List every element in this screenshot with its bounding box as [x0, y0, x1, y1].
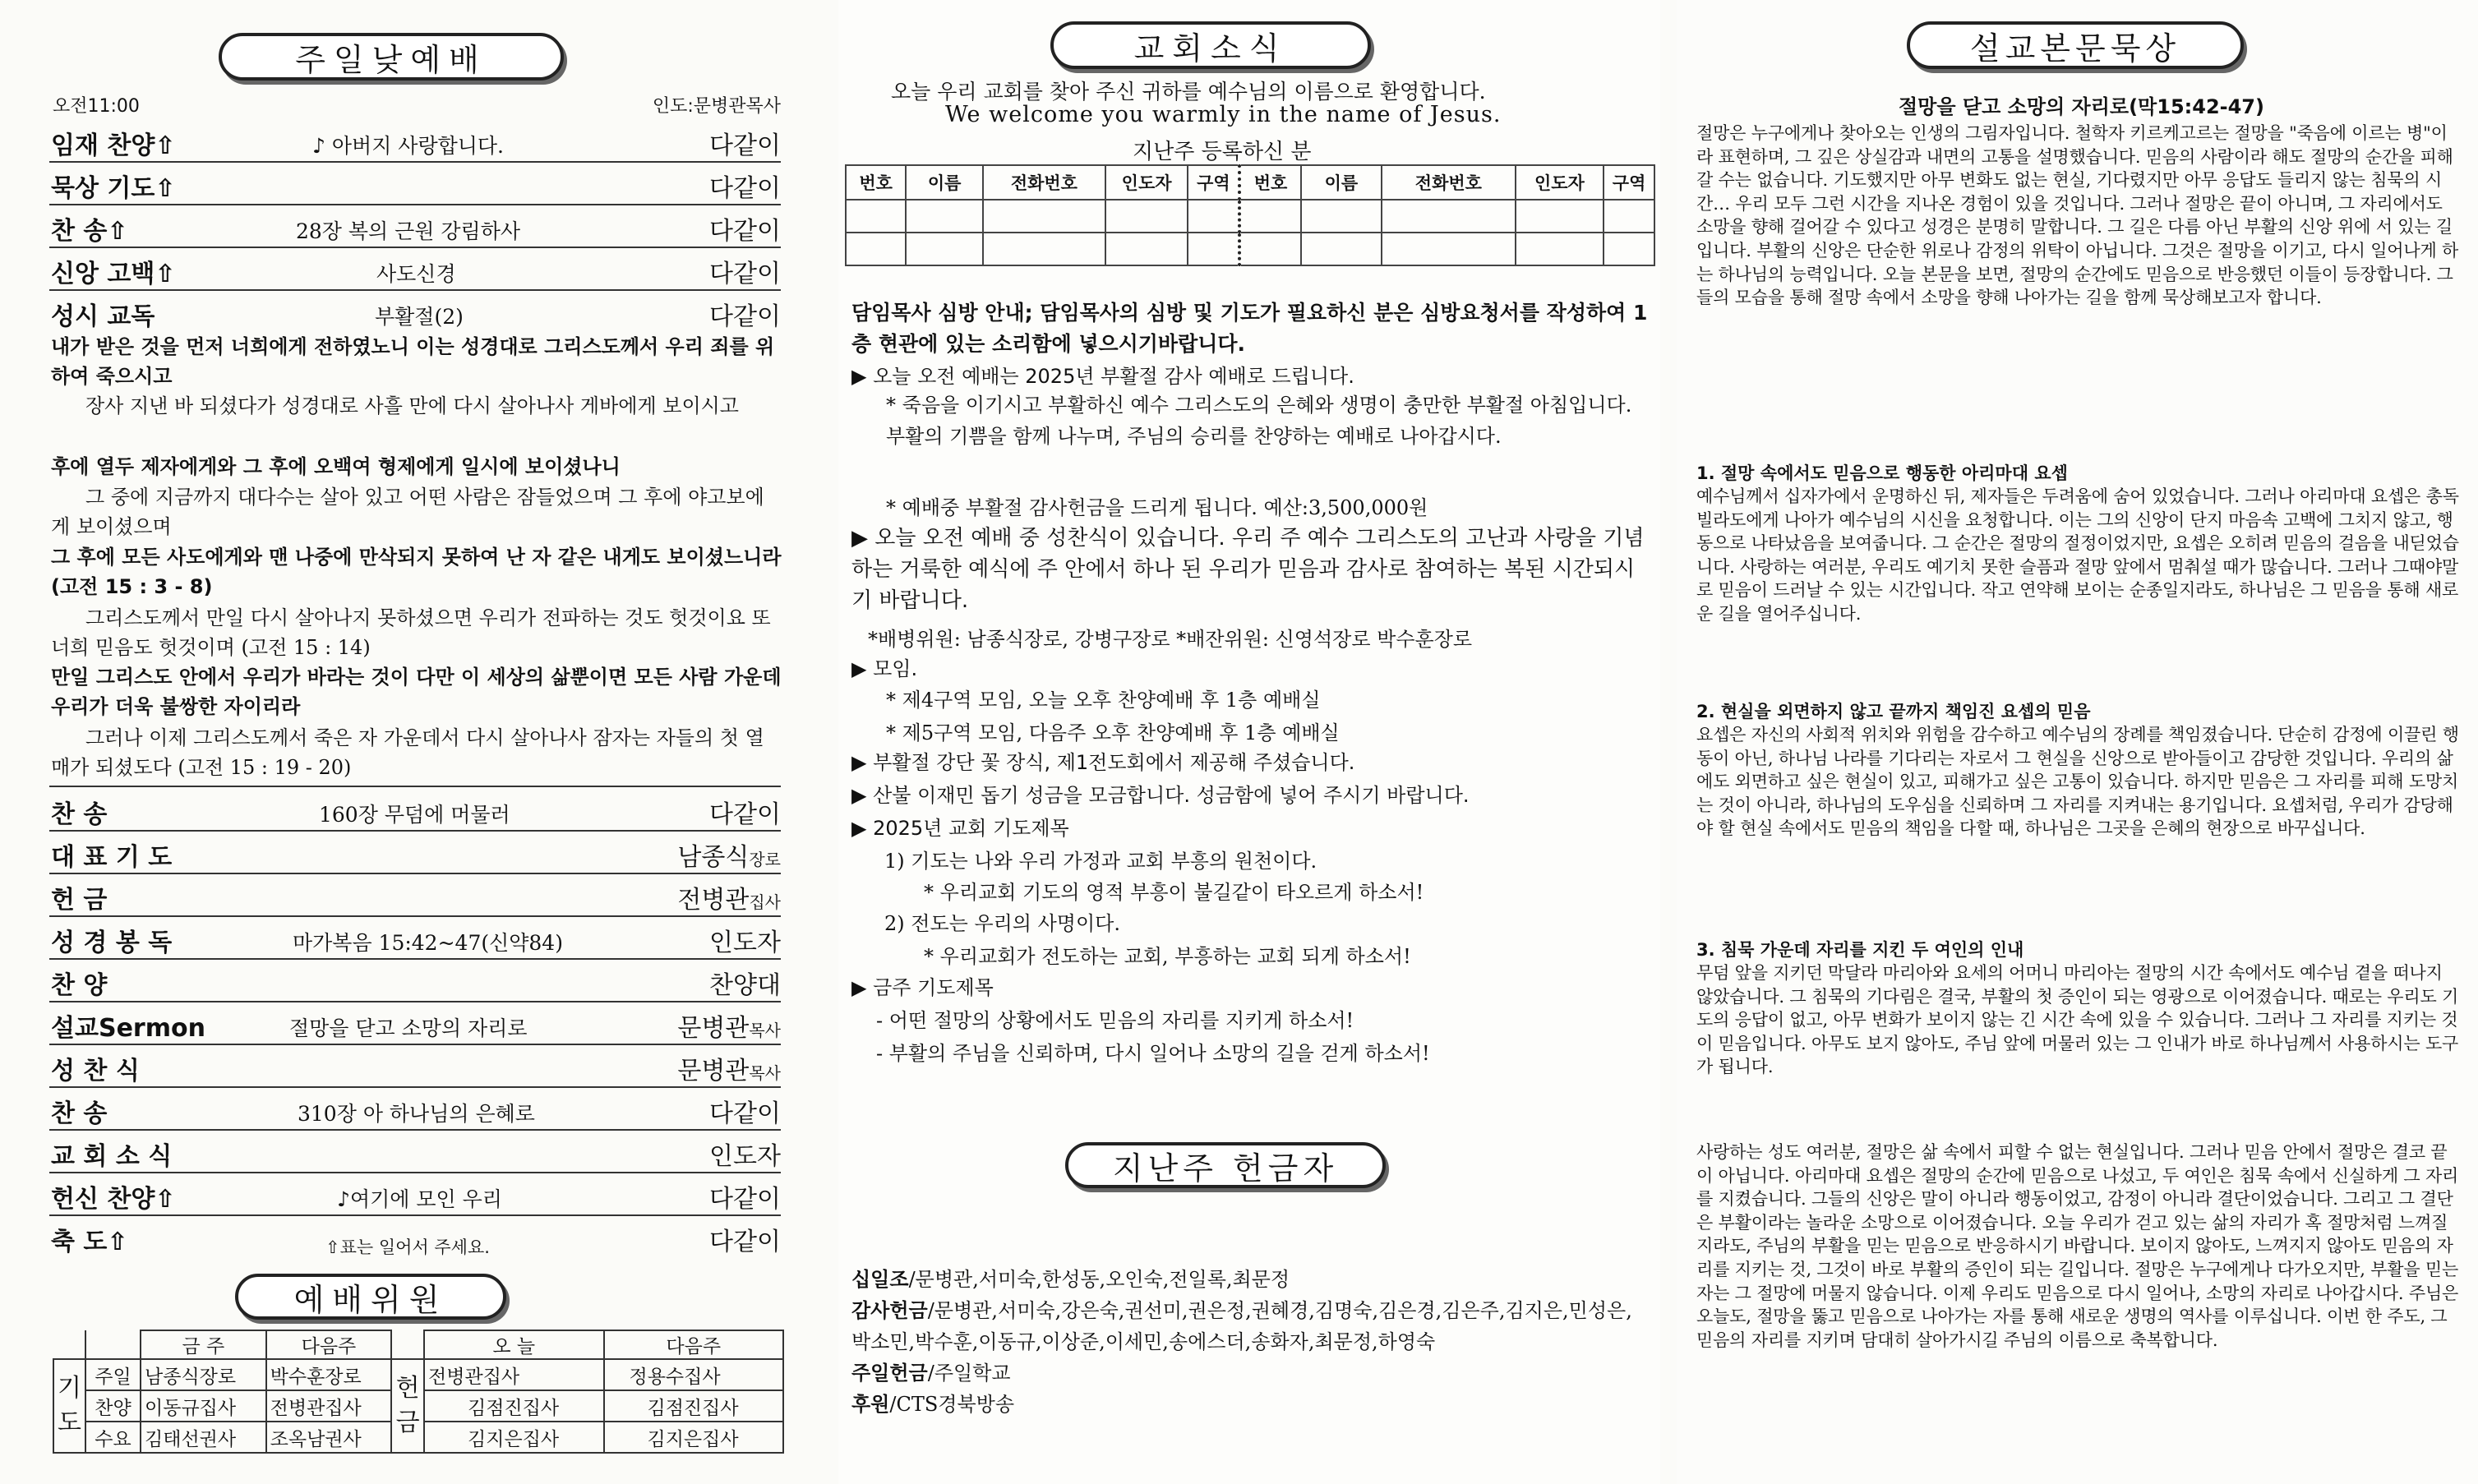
order-performer: 다같이 [709, 131, 781, 160]
offering-label: 감사헌금 [851, 1299, 928, 1322]
header-next-week: 다음주 [266, 1330, 392, 1359]
empty-cell [1604, 200, 1654, 233]
committee-title: 예배위원 [293, 1281, 448, 1318]
row-label: 수요 [85, 1422, 141, 1453]
col-header: 인도자 [1105, 165, 1188, 200]
prayer-topic: 1) 기도는 나와 우리 가정과 교회 부흥의 원천이다. [884, 850, 1317, 873]
committee-cell: 이동규집사 [141, 1390, 266, 1422]
church-news-column [838, 0, 1660, 1484]
performer-title: 집사 [749, 892, 781, 912]
news-item: ▶ 부활절 강단 꽃 장식, 제1전도회에서 제공해 주셨습니다. [851, 751, 1355, 774]
order-label: 찬 송 [51, 800, 108, 829]
empty-cell [983, 200, 1105, 233]
empty-cell [1301, 233, 1382, 265]
empty-cell [983, 233, 1105, 265]
row-divider [49, 1044, 781, 1045]
registration-title: 지난주 등록하신 분 [1133, 140, 1312, 164]
prayer-sub-topic: * 우리교회 기도의 영적 부흥이 불길같이 타오르게 하소서! [924, 881, 1424, 904]
order-label: 임재 찬양⇧ [51, 131, 176, 160]
worship-title-pill [219, 33, 564, 81]
order-label: 찬 송 [51, 1099, 108, 1128]
meditation-closing: 사랑하는 성도 여러분, 절망은 삶 속에서 피할 수 없는 현실입니다. 그러나 믿음 안에서 절망은 결코 끝이 아닙니다. 아리마대 요셉은 절망의 순간에 믿음으로 나섰고, 두 여인은 침묵 속에서 신실하게 그 자리를 지켰습니다. 그들의 신앙은 말이 아니라 행동이었고, 감정이 아니라 결단이었습니다. 그리고 그 결단은 부활이라는 놀라운 소망으로 이어졌습니다. 오늘 우리가 걷고 있는 삶의 자리가 혹 절망처럼 느껴질지라도, 주님의 부활을 믿는 믿음으로 반응하시기 바랍니다. 보이지 않아도, 느껴지지 않아도 믿음의 자리를 지키는 것, 그것이 바로 부활의 증인이 되는 길입니다. 절망은 누구에게나 다가오지만, 부활을 믿는 자는 그 절망에 머물지 않습니다. 이제 우리도 믿음으로 다시 일어나, 소망의 자리로 나아갑시다. 주님은 오늘도, 절망을 뚫고 믿음으로 나아가는 자를 통해 새로운 생명의 역사를 이루십니다. 이번 한 주도, 그 믿음의 자리를 지키며 담대히 살아가시길 주님의 이름으로 축복합니다. [1696, 1142, 2459, 1350]
row-label: 찬양 [85, 1390, 141, 1422]
order-detail: 160장 무덤에 머물러 [319, 803, 510, 827]
col-header: 이름 [1301, 165, 1382, 200]
header-next-week-2: 다음주 [604, 1330, 784, 1359]
order-performer: 인도자 [709, 1142, 781, 1171]
committee-cell: 전병관집사 [266, 1390, 392, 1422]
news-item: ▶ 산불 이재민 돕기 성금을 모금합니다. 성금함에 넣어 주시기 바랍니다. [851, 784, 1470, 807]
empty-cell [1188, 200, 1239, 233]
offering-list [851, 1264, 1640, 1420]
meditation-intro: 절망은 누구에게나 찾아오는 인생의 그림자입니다. 철학자 키르케고르는 절망을 "죽음에 이르는 병"이라 표현하며, 그 깊은 상실감과 내면의 고통을 설명했습니다. 믿음의 사람이라 해도 절망의 순간을 피해갈 수는 없습니다. 기도했지만 아무 변화도 없는 현실, 기다렸지만 아무 응답도 들리지 않는 침묵의 시간… 우리 모두 그런 시간을 지나온 경험이 있을 것입니다. 그러나 절망은 끝이 아니며, 그 자리에서도 소망을 향해 걸어갈 수 있다고 성경은 분명히 말합니다. 그 길은 다름 아닌 부활의 신앙 위에 서 있는 길입니다. 부활의 신앙은 단순한 위로나 감정의 위탁이 아닙니다. 그것은 절망을 이기고, 다시 일어나게 하는 하나님의 능력입니다. 오늘 본문을 보면, 절망의 순간에도 믿음으로 반응했던 이들이 등장합니다. 그들의 모습을 통해 절망 속에서 소망을 향해 나아가는 길을 함께 묵상해보고자 합니다. [1696, 123, 2459, 308]
order-performer: 다같이 [709, 260, 781, 288]
order-detail: 마가복음 15:42~47(신약84) [293, 931, 563, 955]
point-heading: 1. 절망 속에서도 믿음으로 행동한 아리마대 요셉 [1696, 463, 2068, 483]
offering-names: /문병관,서미숙,한성동,오인숙,전일록,최문정 [908, 1268, 1290, 1291]
reading-congregation-line: 그러나 이제 그리스도께서 죽은 자 가운데서 다시 살아나사 잠자는 자들의 첫 열매가 되셨도다 (고전 15 : 19 - 20) [51, 726, 764, 779]
service-leader: 인도:문병관목사 [652, 96, 781, 117]
order-performer [677, 879, 781, 915]
col-header: 번호 [1239, 165, 1300, 200]
col-header: 전화번호 [1382, 165, 1515, 200]
point-heading: 2. 현실을 외면하지 않고 끝까지 책임진 요셉의 믿음 [1696, 702, 2091, 721]
order-performer: 다같이 [709, 174, 781, 203]
prayer-side-label [53, 1359, 85, 1453]
sermon-title: 절망을 닫고 소망의 자리로 [289, 1016, 528, 1040]
performer-title: 장로 [749, 850, 781, 869]
empty-cell [1188, 233, 1239, 265]
order-performer: 인도자 [709, 929, 781, 957]
order-label: 설교Sermon [51, 1014, 205, 1043]
side-char: 도 [58, 1408, 81, 1437]
reading-congregation-line: 그리스도께서 만일 다시 살아나지 못하셨으면 우리가 전파하는 것도 헛것이요 또 너희 믿음도 헛것이며 (고전 15 : 14) [51, 606, 771, 659]
order-label: 대 표 기 도 [51, 843, 173, 872]
side-char: 금 [395, 1408, 420, 1437]
news-item: ▶ 금주 기도제목 [851, 976, 994, 999]
committee-cell: 김지은집사 [604, 1422, 784, 1453]
offering-sunday [851, 1357, 1640, 1389]
prayer-topic: - 어떤 절망의 상황에서도 믿음의 자리를 지키게 하소서! [876, 1009, 1354, 1032]
empty-cell [1382, 200, 1515, 233]
empty-cell [1301, 200, 1382, 233]
performer-title: 목사 [749, 1063, 781, 1083]
row-divider [49, 958, 781, 960]
visitation-notice: 담임목사 심방 안내; 담임목사의 심방 및 기도가 필요하신 분은 심방요청서를 작성하여 1층 현관에 있는 소리함에 넣으시기바랍니다. [851, 301, 1648, 356]
empty-cell [1516, 200, 1604, 233]
order-label: 교 회 소 식 [51, 1142, 173, 1171]
order-performer: 찬양대 [709, 971, 781, 1000]
offering-title: 지난주 헌금자 [1112, 1150, 1339, 1187]
offering-side-label [391, 1359, 424, 1453]
performer-name: 문병관 [677, 1014, 750, 1043]
performer-name: 남종식 [677, 843, 750, 872]
meditation-title-pill [1907, 21, 2244, 69]
side-char: 기 [58, 1374, 81, 1403]
stand-note: ⇧표는 일어서 주세요. [325, 1237, 490, 1257]
col-header: 구역 [1604, 165, 1654, 200]
news-item: ▶ 오늘 오전 예배는 2025년 부활절 감사 예배로 드립니다. [851, 365, 1354, 388]
offering-support [851, 1389, 1640, 1420]
news-sub-item: * 제5구역 모임, 다음주 오후 찬양예배 후 1층 예배실 [886, 721, 1340, 744]
order-detail: 28장 복의 근원 강림하사 [296, 219, 521, 243]
committee-cell: 김점진집사 [424, 1390, 603, 1422]
committee-title-pill [235, 1274, 506, 1320]
committee-cell: 김점진집사 [604, 1390, 784, 1422]
news-item: ▶ 오늘 오전 예배 중 성찬식이 있습니다. 우리 주 예수 그리스도의 고난과 사랑을 기념하는 거룩한 예식에 주 안에서 하나 된 우리가 믿음과 감사로 참여하는 복된 시간되시기 바랍니다. [851, 526, 1645, 613]
col-header: 전화번호 [983, 165, 1105, 200]
row-divider [49, 289, 781, 291]
performer-name: 문병관 [677, 1057, 750, 1085]
order-label: 축 도⇧ [51, 1228, 128, 1256]
news-sub-item: * 예배중 부활절 감사헌금을 드리게 됩니다. 예산:3,500,000원 [886, 496, 1428, 519]
order-detail: 310장 아 하나님의 은혜로 [298, 1102, 535, 1126]
news-sub-item: * 죽음을 이기시고 부활하신 예수 그리스도의 은혜와 생명이 충만한 부활절 아침입니다. 부활의 기쁨을 함께 나누며, 주님의 승리를 찬양하는 예배로 나아갑시다. [886, 394, 1632, 448]
blank-cell [85, 1330, 141, 1359]
order-label: 성시 교독 [51, 302, 155, 331]
reading-leader-line: 그 후에 모든 사도에게와 맨 나중에 만삭되지 못하여 난 자 같은 내게도 보이셨느니라 (고전 15 : 3 - 8) [51, 546, 782, 598]
point-body: 예수님께서 십자가에서 운명하신 뒤, 제자들은 두려움에 숨어 있었습니다. 그러나 아리마대 요셉은 총독 빌라도에게 나아가 예수님의 시신을 요청합니다. 이는 그의 신앙이 단지 마음속 고백에 그치지 않고, 행동으로 나타났음을 보여줍니다. 그 순간은 절망의 절정이었지만, 요셉은 오히려 믿음의 걸음을 내딛었습니다. 사랑하는 여러분, 우리도 예기치 못한 슬픔과 절망 앞에서 멈춰설 때가 많습니다. 그러나 그때야말로 믿음이 드러날 수 있는 시간입니다. 작고 연약해 보이는 순종일지라도, 하나님은 그 믿음을 통해 새로운 길을 열어주십니다. [1696, 486, 2459, 624]
order-performer: 다같이 [709, 302, 781, 331]
empty-cell [1604, 233, 1654, 265]
empty-cell [1239, 233, 1300, 265]
order-label: 찬 송⇧ [51, 217, 128, 246]
offering-tithe [851, 1264, 1640, 1295]
blank-cell [391, 1330, 424, 1359]
order-detail: ♪여기에 모인 우리 [337, 1187, 502, 1211]
order-label: 헌 금 [51, 886, 108, 915]
row-divider [49, 1001, 781, 1002]
order-label: 성 경 봉 독 [51, 929, 173, 957]
committee-cell: 조옥남권사 [266, 1422, 392, 1453]
blank-cell [53, 1330, 85, 1359]
row-divider [49, 1172, 781, 1173]
worship-title: 주일낮예배 [295, 41, 487, 78]
empty-cell [1239, 200, 1300, 233]
point-body: 무덤 앞을 지키던 막달라 마리아와 요세의 어머니 마리아는 절망의 시간 속에서도 예수님 곁을 떠나지 않았습니다. 그 침묵의 기다림은 결국, 부활의 첫 증인이 되는 영광으로 이어졌습니다. 때로는 우리도 기도의 응답이 없고, 아무 변화가 보이지 않는 긴 시간 속에 있을 수 있습니다. 그러나 그 자리를 지키는 것이 믿음입니다. 아무도 보지 않아도, 주님 앞에 머물러 있는 그 인내가 바로 하나님께서 사용하시는 도구가 됩니다. [1696, 963, 2459, 1077]
row-label: 주일 [85, 1359, 141, 1390]
offering-names: /주일학교 [927, 1362, 1011, 1385]
news-sub-item: *배병위원: 남종식장로, 강병구장로 *배잔위원: 신영석장로 박수훈장로 [868, 628, 1473, 651]
offering-label: 십일조 [851, 1268, 909, 1291]
committee-cell: 박수훈장로 [266, 1359, 392, 1390]
prayer-topic: 2) 전도는 우리의 사명이다. [884, 912, 1120, 935]
news-item: ▶ 2025년 교회 기도제목 [851, 817, 1069, 840]
empty-cell [906, 233, 983, 265]
order-performer: 다같이 [709, 800, 781, 829]
order-label: 묵상 기도⇧ [51, 174, 176, 203]
performer-title: 목사 [749, 1021, 781, 1040]
order-performer: 다같이 [709, 217, 781, 246]
empty-cell [846, 233, 906, 265]
news-item: ▶ 모임. [851, 657, 918, 680]
order-label: 신앙 고백⇧ [51, 260, 176, 288]
performer-name: 전병관 [677, 886, 750, 915]
order-detail: ♪ 아버지 사랑합니다. [312, 134, 504, 158]
col-header: 이름 [906, 165, 983, 200]
committee-cell: 정용수집사 [604, 1359, 784, 1390]
header-today: 오 늘 [424, 1330, 603, 1359]
meditation-subtitle: 절망을 닫고 소망의 자리로(막15:42-47) [1899, 95, 2264, 118]
committee-cell: 전병관집사 [424, 1359, 603, 1390]
offering-thanks [851, 1295, 1640, 1357]
empty-cell [906, 200, 983, 233]
reading-leader-line: 만일 그리스도 안에서 우리가 바라는 것이 다만 이 세상의 삶뿐이면 모든 사람 가운데 우리가 더욱 불쌍한 자이리라 [51, 666, 782, 718]
empty-cell [846, 200, 906, 233]
row-divider [49, 1214, 781, 1216]
row-divider [49, 915, 781, 917]
row-divider [49, 873, 781, 874]
order-performer [677, 836, 781, 873]
row-divider [49, 247, 781, 248]
order-detail: 부활절(2) [375, 305, 464, 329]
order-performer [677, 1007, 781, 1044]
header-this-week: 금 주 [141, 1330, 266, 1359]
news-title: 교회소식 [1133, 30, 1288, 67]
point-heading: 3. 침묵 가운데 자리를 지킨 두 여인의 인내 [1696, 940, 2024, 960]
row-divider [49, 1086, 781, 1088]
news-title-pill [1050, 21, 1371, 69]
sermon-meditation-column [1677, 0, 2478, 1484]
point-body: 요셉은 자신의 사회적 위치와 위험을 감수하고 예수님의 장례를 책임졌습니다. 단순히 감정에 이끌린 행동이 아닌, 하나님 나라를 기다리는 자로서 그 현실을 신앙으로 받아들이고 감당한 것입니다. 우리의 삶에도 외면하고 싶은 현실이 있고, 피해가고 싶은 고통이 있습니다. 하지만 믿음은 그 자리를 피해 도망치는 것이 아니라, 하나님의 도우심을 신뢰하며 그 자리를 지켜내는 용기입니다. 요셉처럼, 우리가 감당해야 할 현실 속에서도 믿음의 책임을 다할 때, 하나님은 그곳을 은혜의 현장으로 바꾸십니다. [1696, 725, 2459, 839]
order-label: 헌신 찬양⇧ [51, 1185, 176, 1214]
committee-cell: 김지은집사 [424, 1422, 603, 1453]
col-header: 인도자 [1516, 165, 1604, 200]
order-label: 성 찬 식 [51, 1057, 140, 1085]
news-sub-item: * 제4구역 모임, 오늘 오후 찬양예배 후 1층 예배실 [886, 689, 1321, 712]
offering-names: /CTS경북방송 [889, 1393, 1015, 1416]
empty-cell [1105, 233, 1188, 265]
reading-leader-line: 내가 받은 것을 먼저 너희에게 전하였노니 이는 성경대로 그리스도께서 우리 죄를 위하여 죽으시고 [51, 335, 775, 388]
order-performer: 다같이 [709, 1185, 781, 1214]
order-detail: 사도신경 [376, 262, 456, 286]
order-performer [677, 1050, 781, 1086]
col-header: 번호 [846, 165, 906, 200]
row-divider [49, 204, 781, 205]
welcome-korean: 오늘 우리 교회를 찾아 주신 귀하를 예수님의 이름으로 환영합니다. [891, 80, 1486, 104]
offering-label: 주일헌금 [851, 1362, 928, 1385]
reading-congregation-line: 그 중에 지금까지 대다수는 살아 있고 어떤 사람은 잠들었으며 그 후에 야고보에게 보이셨으며 [51, 486, 764, 538]
committee-cell: 남종식장로 [141, 1359, 266, 1390]
offering-label: 후원 [851, 1393, 890, 1416]
side-char: 헌 [395, 1374, 420, 1403]
empty-cell [1516, 233, 1604, 265]
committee-cell: 김태선권사 [141, 1422, 266, 1453]
row-divider [49, 161, 781, 163]
row-divider [49, 1129, 781, 1131]
service-time: 오전11:00 [53, 96, 140, 117]
order-label: 찬 양 [51, 971, 108, 1000]
order-performer: 다같이 [709, 1228, 781, 1256]
committee-table [53, 1330, 784, 1454]
col-header: 구역 [1188, 165, 1239, 200]
registration-table [845, 164, 1655, 266]
empty-cell [1105, 200, 1188, 233]
prayer-topic: - 부활의 주님을 신뢰하며, 다시 일어나 소망의 길을 걷게 하소서! [876, 1042, 1430, 1065]
offering-names: /문병관,서미숙,강은숙,권선미,권은정,권혜경,김명숙,김은경,김은주,김지은,민성은,박소민,박수훈,이동규,이상준,이세민,송에스더,송화자,최문정,하영숙 [851, 1299, 1632, 1353]
row-divider [49, 786, 781, 787]
empty-cell [1382, 233, 1515, 265]
welcome-english: We welcome you warmly in the name of Jesus. [945, 102, 1502, 127]
worship-order-column [0, 0, 822, 1484]
order-performer: 다같이 [709, 1099, 781, 1128]
offering-title-pill [1065, 1142, 1386, 1188]
reading-congregation-line: 장사 지낸 바 되셨다가 성경대로 사흘 만에 다시 살아나사 게바에게 보이시고 [85, 394, 739, 417]
row-divider [49, 830, 781, 832]
meditation-title: 설교본문묵상 [1969, 30, 2181, 67]
prayer-sub-topic: * 우리교회가 전도하는 교회, 부흥하는 교회 되게 하소서! [924, 945, 1411, 968]
reading-leader-line: 후에 열두 제자에게와 그 후에 오백여 형제에게 일시에 보이셨나니 [51, 455, 621, 478]
